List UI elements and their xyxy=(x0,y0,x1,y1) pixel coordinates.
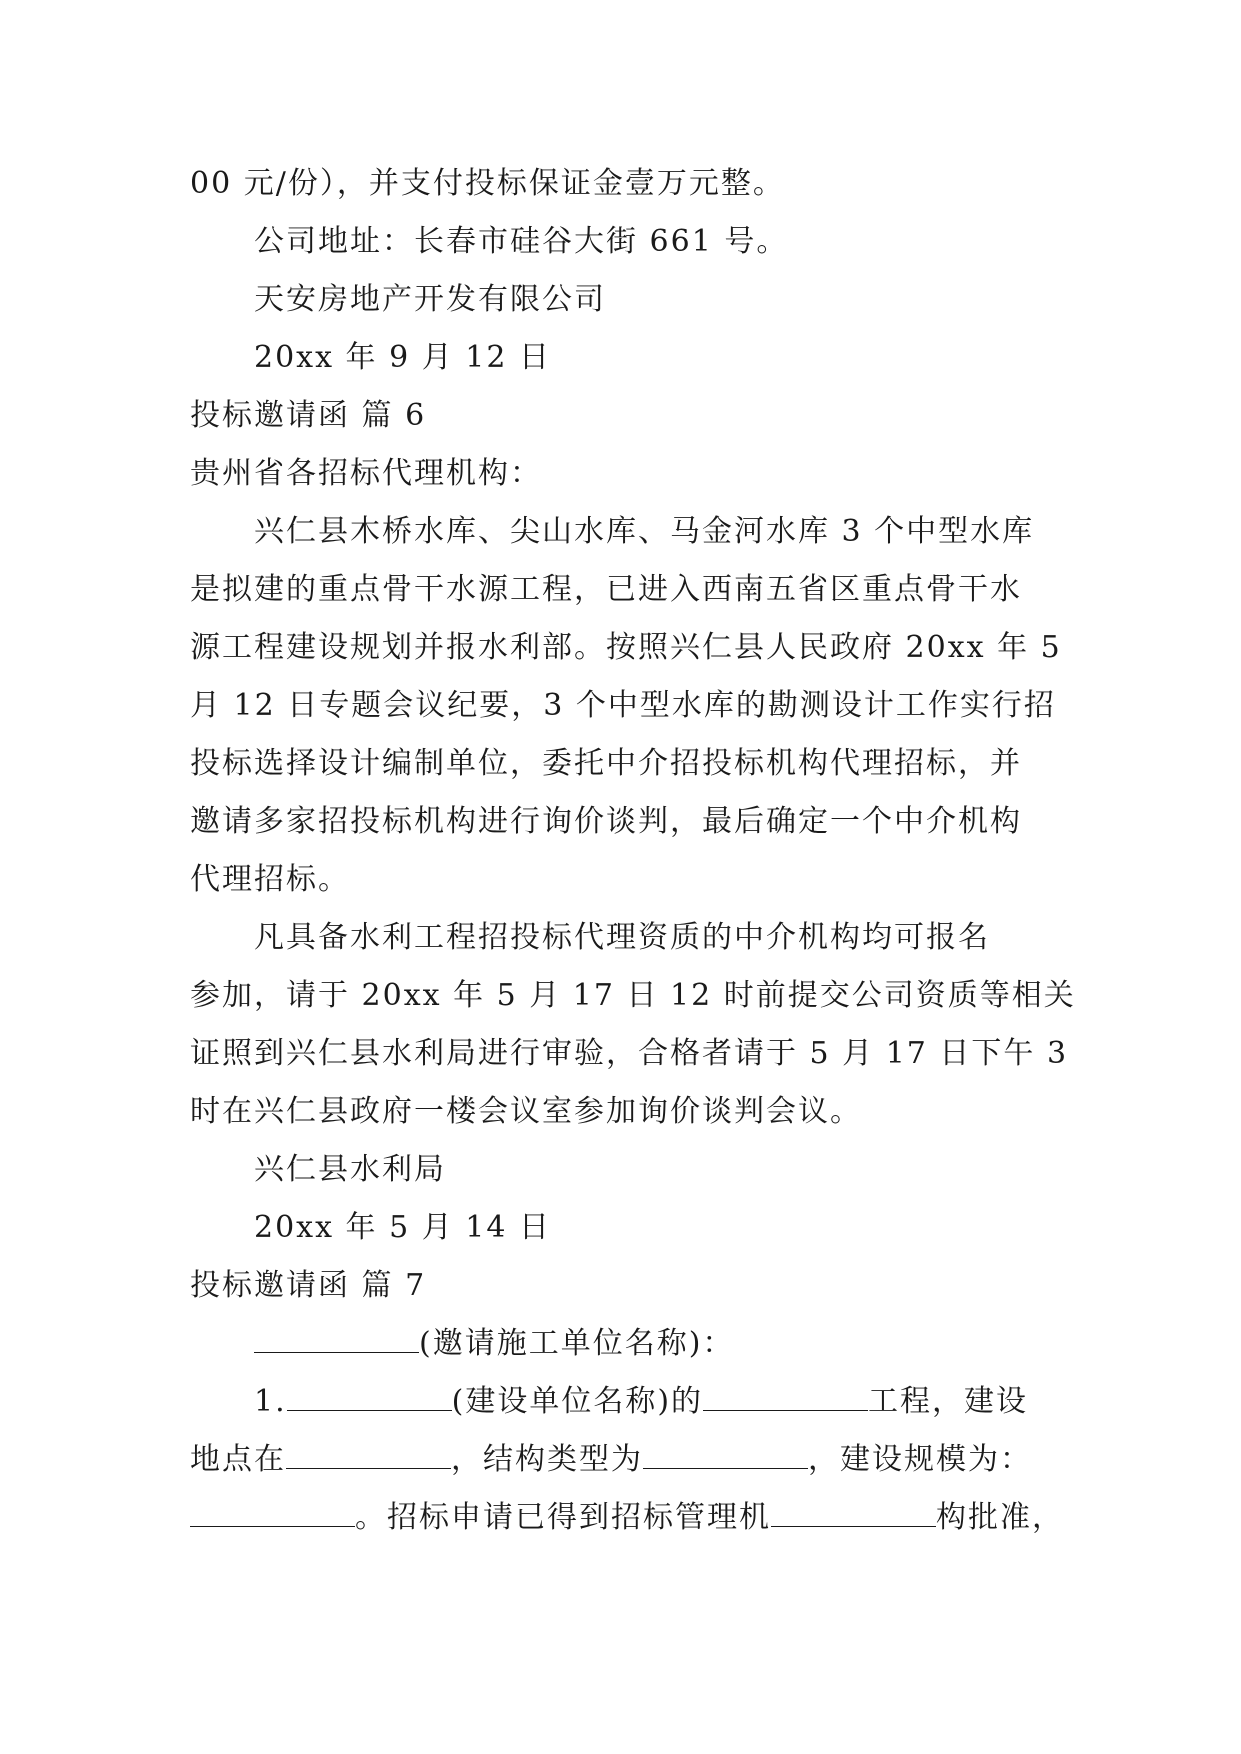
paragraph-line: 是拟建的重点骨干水源工程，已进入西南五省区重点骨干水 xyxy=(190,572,1022,607)
text-line: 00 元/份），并支付投标保证金壹万元整。 xyxy=(190,166,785,201)
signature-org: 兴仁县水利局 xyxy=(254,1152,446,1187)
form-text: 1. xyxy=(254,1384,287,1419)
form-line xyxy=(190,1315,1050,1373)
salutation: 贵州省各招标代理机构： xyxy=(190,456,542,491)
section-heading: 投标邀请函 篇 6 xyxy=(190,398,427,433)
company-name: 天安房地产开发有限公司 xyxy=(254,282,606,317)
paragraph-line: 兴仁县木桥水库、尖山水库、马金河水库 3 个中型水库 xyxy=(254,514,1035,549)
fill-blank xyxy=(287,1384,452,1411)
form-text: 工程，建设 xyxy=(868,1384,1029,1419)
paragraph-line: 参加，请于 20xx 年 5 月 17 日 12 时前提交公司资质等相关 xyxy=(190,978,1076,1013)
form-line xyxy=(190,1431,1050,1489)
form-text: 。招标申请已得到招标管理机 xyxy=(355,1500,771,1535)
date-line: 20xx 年 5 月 14 日 xyxy=(254,1210,551,1245)
paragraph-line: 源工程建设规划并报水利部。按照兴仁县人民政府 20xx 年 5 xyxy=(190,630,1062,665)
paragraph-line: 凡具备水利工程招投标代理资质的中介机构均可报名 xyxy=(254,920,990,955)
fill-blank xyxy=(286,1442,451,1469)
form-text: ，建设规模为： xyxy=(808,1442,1032,1477)
form-text: ，结构类型为 xyxy=(451,1442,643,1477)
company-address: 公司地址：长春市硅谷大街 661 号。 xyxy=(254,224,789,259)
form-text: (邀请施工单位名称)： xyxy=(419,1326,735,1361)
fill-blank xyxy=(254,1326,419,1353)
paragraph-line: 时在兴仁县政府一楼会议室参加询价谈判会议。 xyxy=(190,1094,862,1129)
fill-blank xyxy=(703,1384,868,1411)
paragraph-line: 证照到兴仁县水利局进行审验，合格者请于 5 月 17 日下午 3 xyxy=(190,1036,1069,1071)
form-text: 地点在 xyxy=(190,1442,286,1477)
section-heading: 投标邀请函 篇 7 xyxy=(190,1268,427,1303)
fill-blank xyxy=(771,1500,936,1527)
form-line xyxy=(190,1373,1050,1431)
paragraph-line: 月 12 日专题会议纪要，3 个中型水库的勘测设计工作实行招 xyxy=(190,688,1056,723)
paragraph-line: 代理招标。 xyxy=(190,862,350,897)
fill-blank xyxy=(643,1442,808,1469)
paragraph-line: 投标选择设计编制单位，委托中介招投标机构代理招标，并 xyxy=(190,746,1022,781)
form-text: 构批准， xyxy=(936,1500,1064,1535)
fill-blank xyxy=(190,1500,355,1527)
document-page xyxy=(190,155,1076,1547)
paragraph-line: 邀请多家招投标机构进行询价谈判，最后确定一个中介机构 xyxy=(190,804,1022,839)
form-line xyxy=(190,1489,1064,1547)
date-line: 20xx 年 9 月 12 日 xyxy=(254,340,551,375)
form-text: (建设单位名称)的 xyxy=(451,1384,704,1419)
